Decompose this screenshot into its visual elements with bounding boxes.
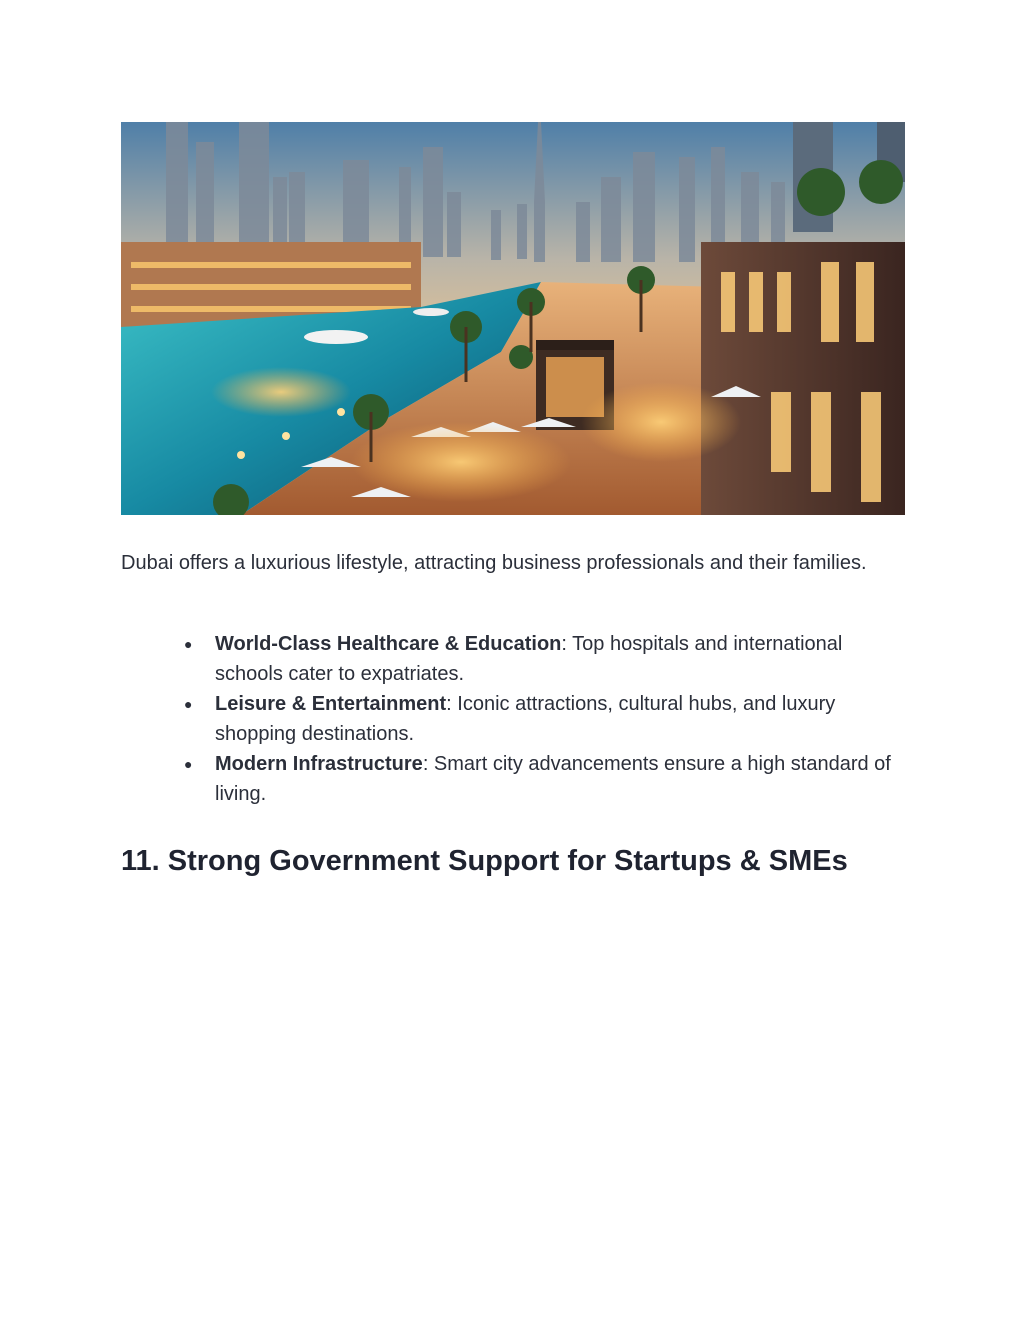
- list-item-title: World-Class Healthcare & Education: [215, 633, 562, 655]
- bullet-icon: ●: [184, 696, 193, 712]
- list-item-text: : Smart city advancements ensure a high standard of living.: [215, 753, 891, 805]
- list-item-title: Leisure & Entertainment: [215, 693, 447, 715]
- list-item: [184, 629, 904, 689]
- list-item: [184, 689, 904, 749]
- bullet-icon: ●: [184, 636, 193, 652]
- list-item-text: : Top hospitals and international schools cater to expatriates.: [215, 633, 843, 685]
- section-heading: 11. Strong Government Support for Startups & SMEs: [121, 845, 848, 877]
- list-item: [184, 749, 904, 809]
- benefits-list: [184, 629, 904, 809]
- list-item-title: Modern Infrastructure: [215, 753, 423, 775]
- list-item-text: : Iconic attractions, cultural hubs, and luxury shopping destinations.: [215, 693, 836, 745]
- intro-paragraph: Dubai offers a luxurious lifestyle, attracting business professionals and their families.: [121, 552, 867, 574]
- dubai-waterfront-image: [121, 122, 905, 515]
- bullet-icon: ●: [184, 756, 193, 772]
